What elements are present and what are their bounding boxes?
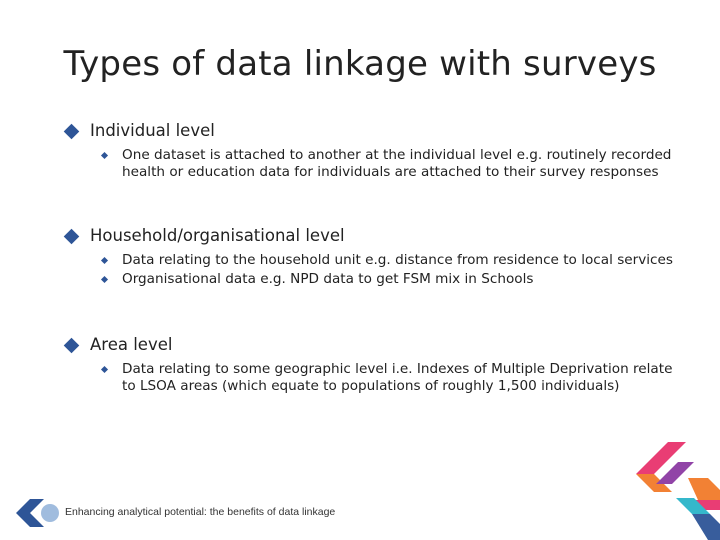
section-individual-level [64, 121, 674, 184]
slide-title: Types of data linkage with surveys [63, 44, 657, 84]
small-diamond-bullet-icon [101, 152, 108, 159]
list-item [64, 252, 674, 269]
diamond-bullet-icon [64, 124, 80, 140]
item-list [64, 252, 674, 289]
section-heading-text: Area level [90, 335, 173, 354]
small-diamond-bullet-icon [101, 276, 108, 283]
section-heading-text: Household/organisational level [90, 226, 345, 245]
list-item-text: Data relating to the household unit e.g. distance from residence to local services [122, 252, 673, 268]
list-item-text: Data relating to some geographic level i.e. Indexes of Multiple Deprivation relate to LSOA areas (which equate to populations of roughly 1,500 individuals) [122, 361, 673, 395]
section-heading [64, 121, 674, 141]
list-item-text: One dataset is attached to another at the individual level e.g. routinely recorded health or education data for individuals are attached to their survey responses [122, 147, 672, 181]
diamond-bullet-icon [64, 338, 80, 354]
section-heading-text: Individual level [90, 121, 215, 140]
footer-text: Enhancing analytical potential: the benefits of data linkage [65, 506, 336, 518]
list-item-text: Organisational data e.g. NPD data to get FSM mix in Schools [122, 271, 534, 288]
section-heading [64, 335, 674, 355]
decorative-chevrons-icon [628, 440, 720, 540]
section-heading [64, 226, 674, 246]
list-item [64, 147, 674, 182]
section-household-organisational-level [64, 226, 674, 291]
item-list [64, 147, 674, 182]
list-item [64, 361, 674, 396]
item-list [64, 361, 674, 396]
brand-logo-icon [14, 496, 60, 530]
diamond-bullet-icon [64, 229, 80, 245]
small-diamond-bullet-icon [101, 257, 108, 264]
small-diamond-bullet-icon [101, 366, 108, 373]
section-area-level [64, 335, 674, 398]
list-item [64, 271, 674, 288]
